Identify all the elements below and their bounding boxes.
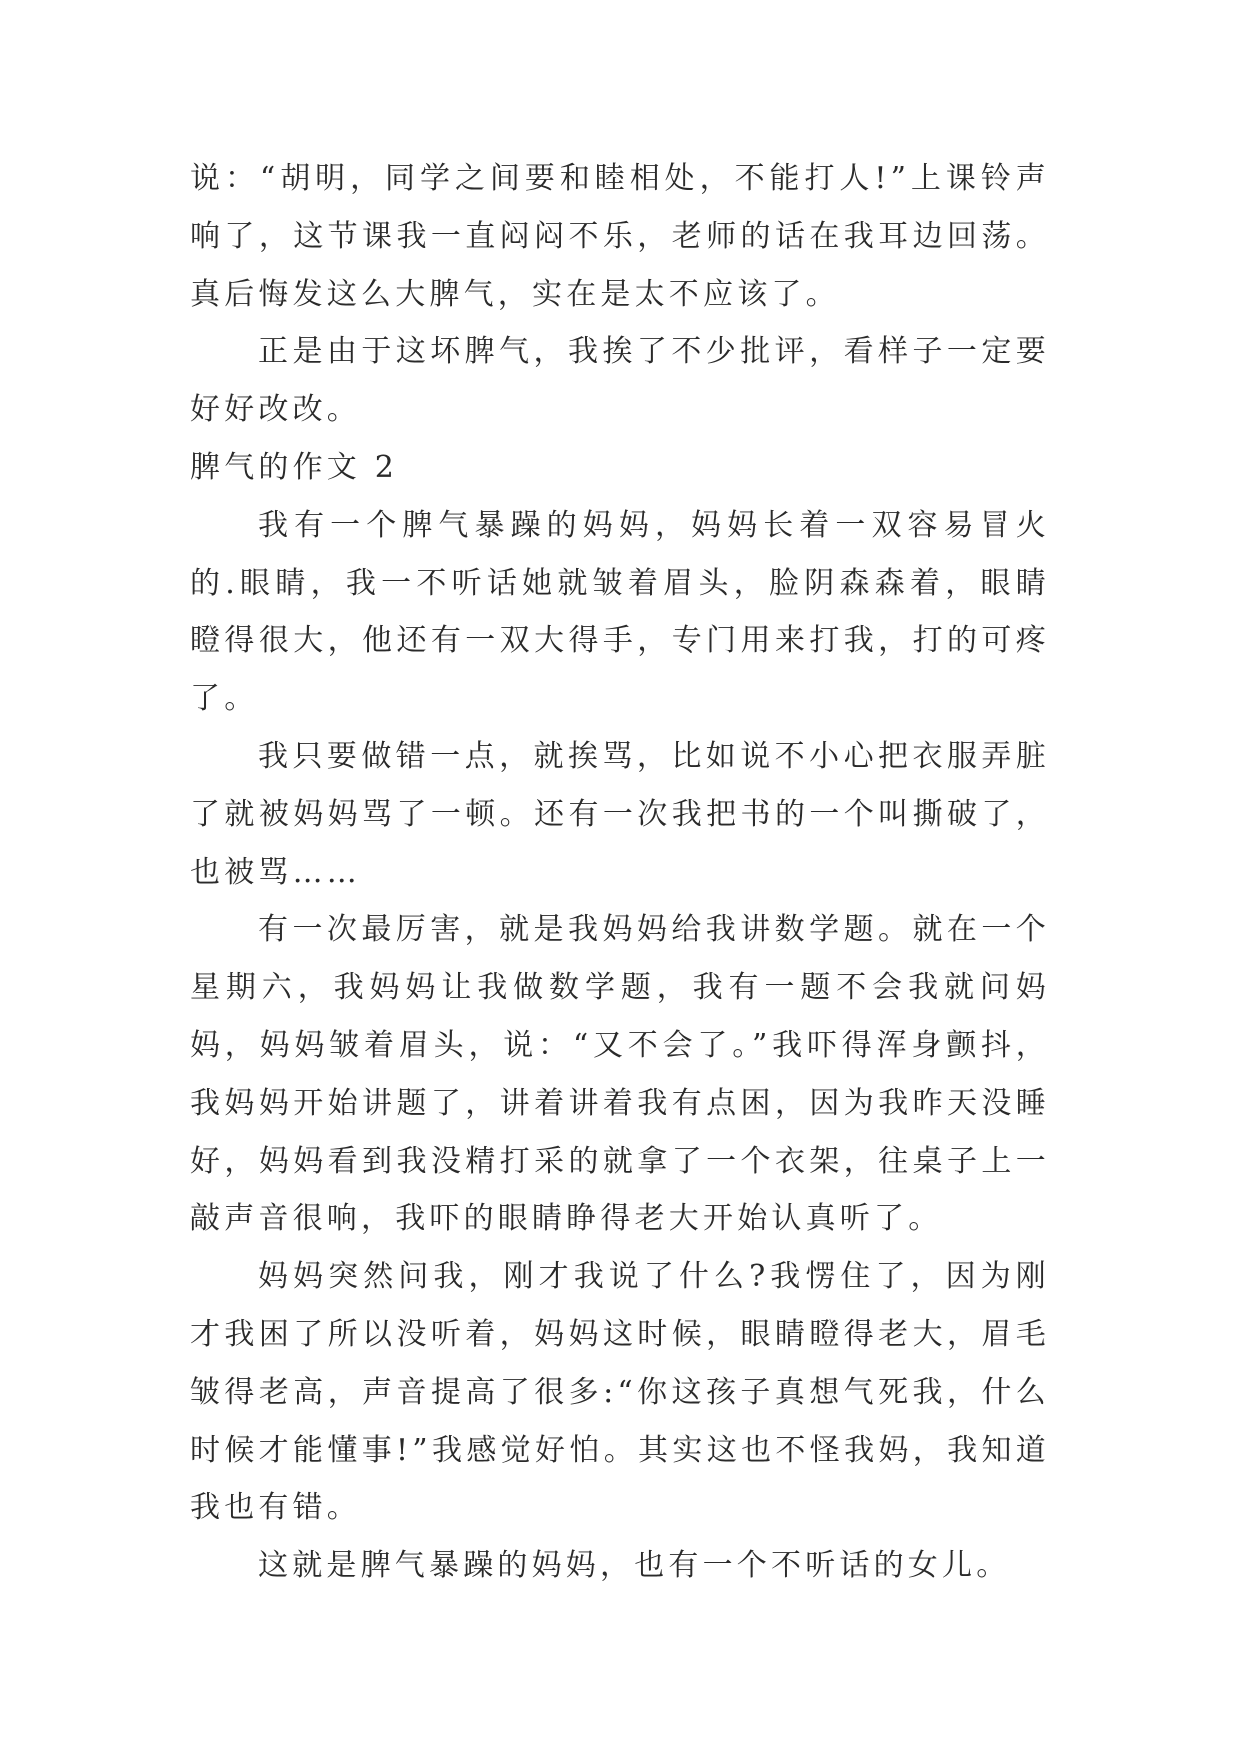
document-body xyxy=(190,150,1050,1595)
body-paragraph: 有一次最厉害，就是我妈妈给我讲数学题。就在一个星期六，我妈妈让我做数学题，我有一题不会我就问妈妈，妈妈皱着眉头，说：“又不会了。”我吓得浑身颤抖，我妈妈开始讲题了，讲着讲着我有点困，因为我昨天没睡好，妈妈看到我没精打采的就拿了一个衣架，往桌子上一敲声音很响，我吓的眼睛睁得老大开始认真听了。 xyxy=(190,912,1050,1237)
body-paragraph: 正是由于这坏脾气，我挨了不少批评，看样子一定要好好改改。 xyxy=(190,334,1050,428)
section-heading: 脾气的作文 2 xyxy=(190,449,399,485)
body-paragraph: 妈妈突然问我，刚才我说了什么?我愣住了，因为刚才我困了所以没听着，妈妈这时候，眼睛瞪得老大，眉毛皱得老高，声音提高了很多:“你这孩子真想气死我，什么时候才能懂事!”我感觉好怕。其实这也不怪我妈，我知道我也有错。 xyxy=(190,1259,1050,1526)
body-paragraph: 这就是脾气暴躁的妈妈，也有一个不听话的女儿。 xyxy=(258,1548,1011,1584)
body-paragraph: 我有一个脾气暴躁的妈妈，妈妈长着一双容易冒火的.眼睛，我一不听话她就皱着眉头，脸阴森森着，眼睛瞪得很大，他还有一双大得手，专门用来打我，打的可疼了。 xyxy=(190,507,1050,717)
body-paragraph: 我只要做错一点，就挨骂，比如说不小心把衣服弄脏了就被妈妈骂了一顿。还有一次我把书的一个叫撕破了，也被骂…… xyxy=(190,738,1050,890)
continued-paragraph: 说：“胡明，同学之间要和睦相处，不能打人!”上课铃声响了，这节课我一直闷闷不乐，老师的话在我耳边回荡。真后悔发这么大脾气，实在是太不应该了。 xyxy=(190,161,1050,312)
